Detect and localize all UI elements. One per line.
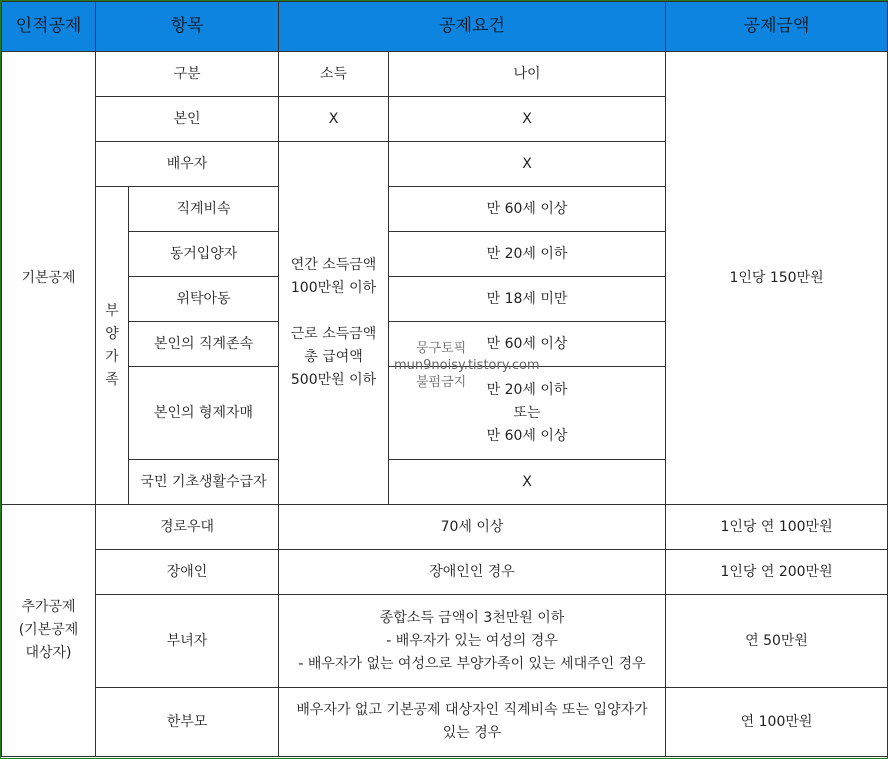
additional-label-line: (기본공제 (18, 622, 79, 638)
condition-line: 있는 경우 (442, 725, 502, 741)
additional-label-line: 추가공제 (21, 599, 76, 615)
dependent-item: 동거입양자 (129, 232, 279, 277)
basic-livelihood-item: 국민 기초생활수급자 (129, 460, 279, 505)
basic-amount: 1인당 150만원 (666, 52, 888, 505)
dependent-age: 만 60세 이상 (389, 322, 666, 367)
condition-line: 종합소득 금액이 3천만원 이하 (379, 609, 565, 626)
condition-line: 배우자가 없고 기본공제 대상자인 직계비속 또는 입양자가 (296, 702, 648, 718)
additional-amount: 1인당 연 100만원 (666, 505, 888, 550)
additional-item: 부녀자 (96, 595, 279, 688)
additional-condition: 장애인인 경우 (279, 550, 666, 595)
personal-deduction-table (1, 1, 888, 757)
additional-item: 장애인 (96, 550, 279, 595)
spouse-item: 배우자 (96, 142, 279, 187)
age-line: 만 60세 이상 (486, 427, 568, 444)
sub-header-item: 구분 (96, 52, 279, 97)
dependent-item: 직계비속 (129, 187, 279, 232)
income-line: 근로 소득금액 (290, 326, 377, 342)
dependent-age (389, 367, 666, 460)
self-age: X (389, 97, 666, 142)
basic-deduction-label: 기본공제 (2, 52, 96, 505)
condition-line: - 배우자가 있는 여성의 경우 (386, 632, 558, 649)
dependents-label (96, 187, 129, 505)
additional-amount: 연 50만원 (666, 595, 888, 688)
income-condition (279, 142, 389, 505)
header-row (2, 2, 888, 52)
dependents-char: 족 (105, 371, 119, 388)
header-amount: 공제금액 (666, 2, 888, 52)
age-line: 만 20세 이하 (486, 381, 568, 398)
income-line: 500만원 이하 (290, 372, 377, 388)
dependent-item: 본인의 직계존속 (129, 322, 279, 367)
table-row (2, 505, 888, 550)
watermark-line: 뭉구토픽 (416, 341, 467, 356)
spouse-age: X (389, 142, 666, 187)
income-line (283, 300, 384, 323)
table-row (2, 52, 888, 97)
income-line: 연간 소득금액 (290, 257, 377, 273)
self-item: 본인 (96, 97, 279, 142)
additional-amount: 1인당 연 200만원 (666, 550, 888, 595)
age-line: 또는 (513, 404, 541, 421)
income-line: 100만원 이하 (290, 280, 377, 296)
dependent-item: 위탁아동 (129, 277, 279, 322)
dependent-age: 만 60세 이상 (389, 187, 666, 232)
dependent-item: 본인의 형제자매 (129, 367, 279, 460)
dependent-age: 만 18세 미만 (389, 277, 666, 322)
additional-item: 한부모 (96, 688, 279, 757)
header-condition: 공제요건 (279, 2, 666, 52)
table-row (2, 595, 888, 688)
additional-condition (279, 595, 666, 688)
sub-header-age: 나이 (389, 52, 666, 97)
additional-amount: 연 100만원 (666, 688, 888, 757)
dependents-char: 양 (105, 325, 119, 342)
watermark-line: mun9noisy.tistory.com (394, 358, 540, 373)
condition-line: - 배우자가 없는 여성으로 부양가족이 있는 세대주인 경우 (298, 655, 646, 672)
additional-deduction-label (2, 505, 96, 757)
dependent-age: 만 20세 이하 (389, 232, 666, 277)
additional-item: 경로우대 (96, 505, 279, 550)
table-row (2, 688, 888, 757)
sub-header-income: 소득 (279, 52, 389, 97)
dependents-char: 부 (105, 302, 119, 319)
additional-condition (279, 688, 666, 757)
additional-label-line: 대상자) (25, 645, 72, 661)
header-personal-deduction: 인적공제 (2, 2, 96, 52)
table-row (2, 550, 888, 595)
dependents-char: 가 (105, 348, 119, 365)
watermark-line: 불펌금지 (416, 375, 467, 390)
basic-livelihood-age: X (389, 460, 666, 505)
header-item: 항목 (96, 2, 279, 52)
self-income: X (279, 97, 389, 142)
additional-condition: 70세 이상 (279, 505, 666, 550)
income-line: 총 급여액 (304, 349, 363, 365)
